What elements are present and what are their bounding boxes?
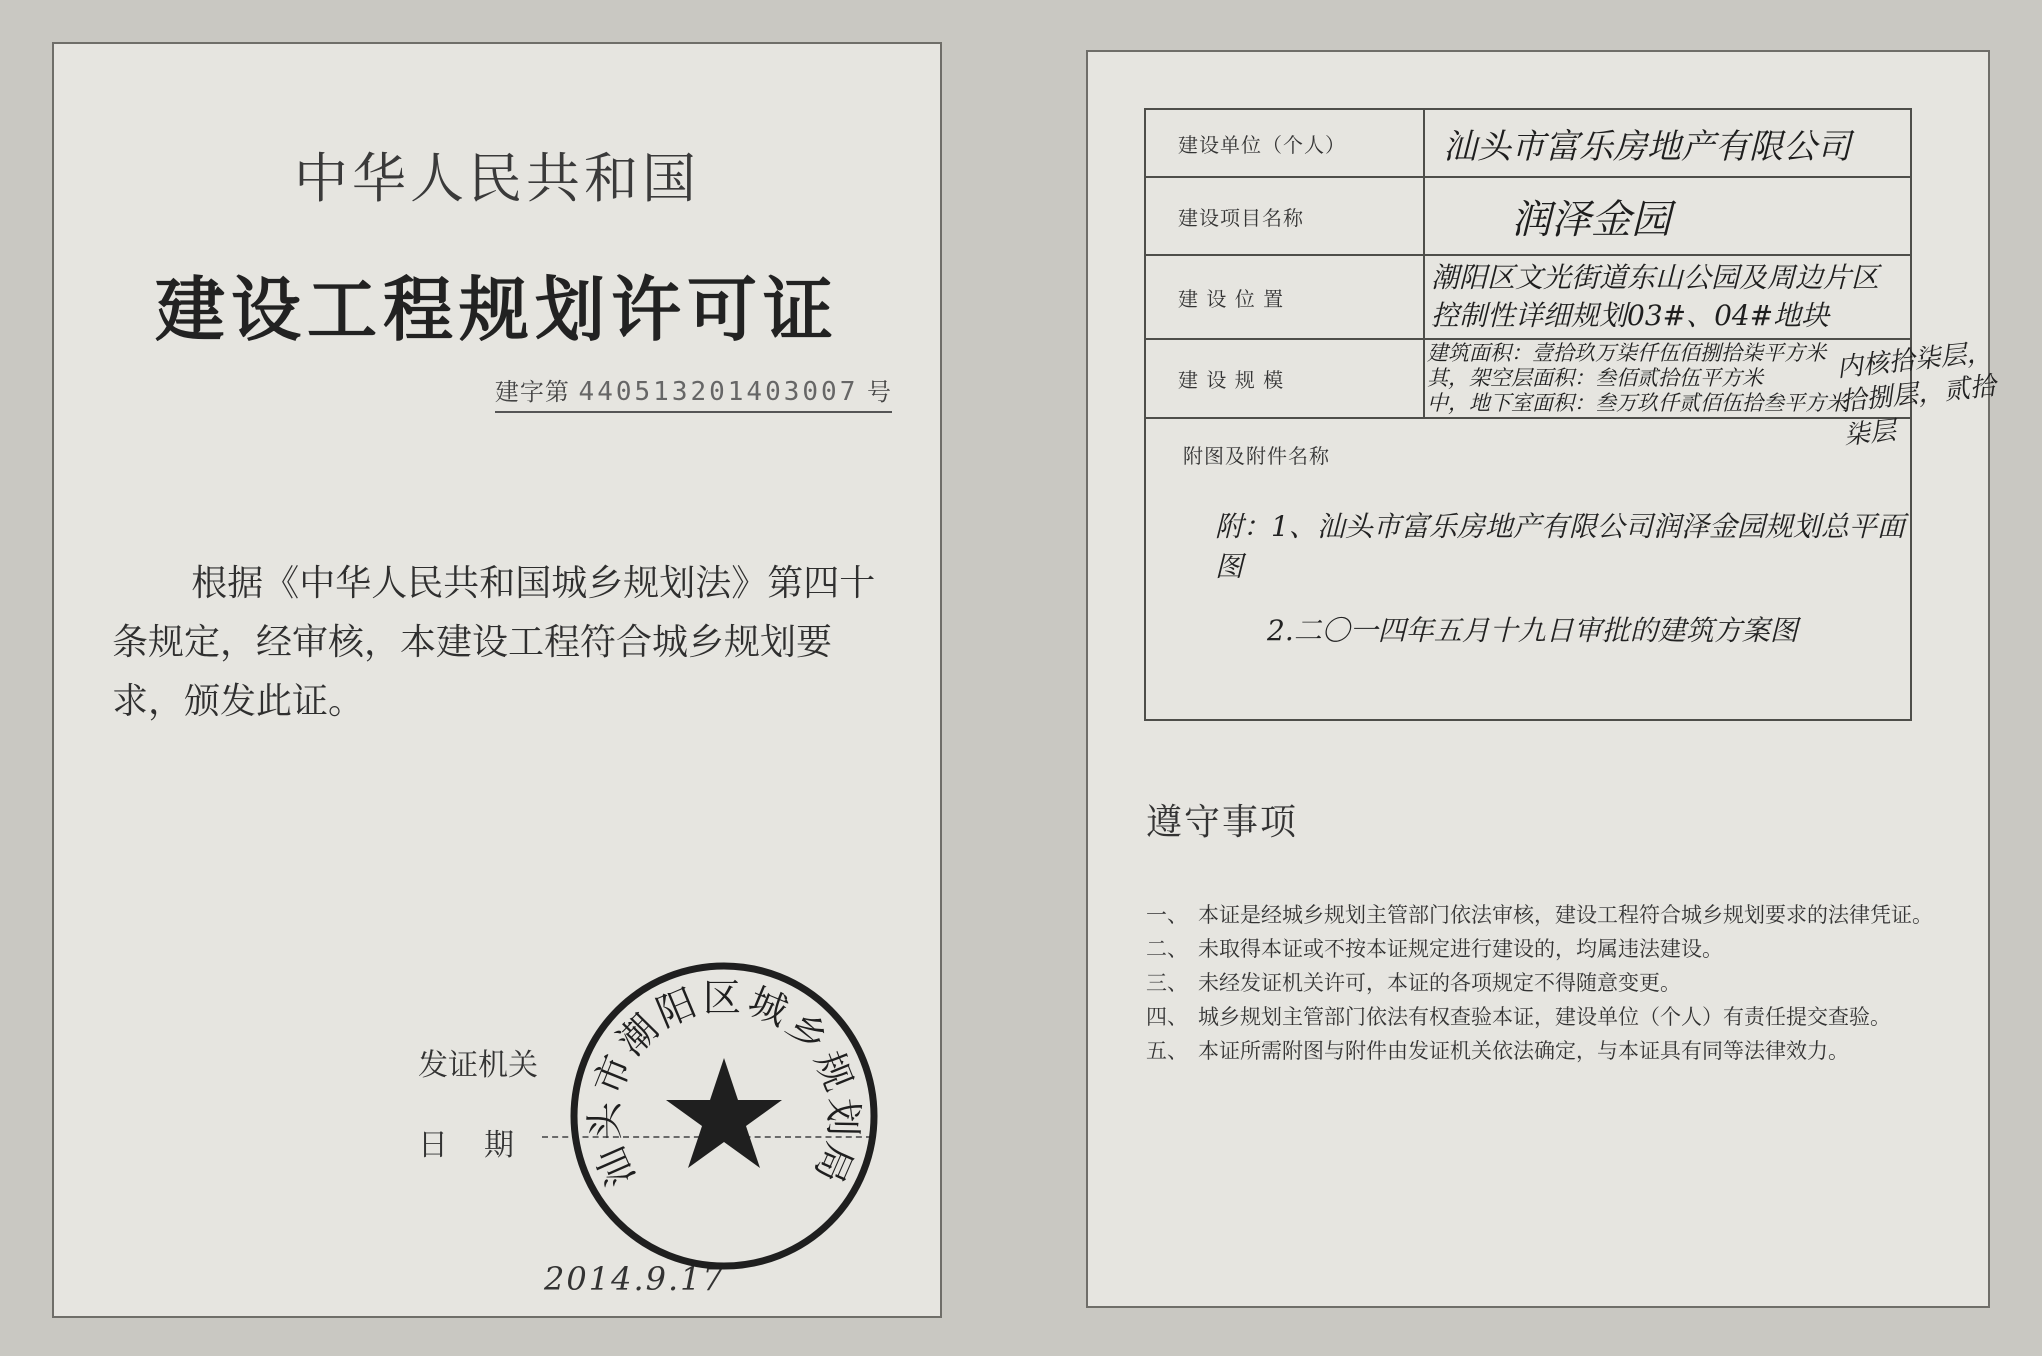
rule-text: 未经发证机关许可，本证的各项规定不得随意变更。: [1198, 971, 1681, 995]
list-item: [1146, 932, 1958, 966]
scale-line-2: 其，架空层面积：叁佰贰拾伍平方米: [1427, 366, 1763, 390]
rule-text: 未取得本证或不按本证规定进行建设的，均属违法建设。: [1198, 937, 1723, 961]
permit-number-suffix: 号: [867, 378, 892, 406]
location-line-1: 潮阳区文光街道东山公园及周边片区: [1431, 261, 1880, 294]
attachments-cell: [1145, 418, 1911, 720]
rule-index: 一、: [1146, 903, 1188, 927]
scale-line-3: 中，地下室面积：叁万玖仟贰佰伍拾叁平方米: [1427, 391, 1847, 415]
permit-left-page: [52, 42, 942, 1318]
rule-text: 城乡规划主管部门依法有权查验本证，建设单位（个人）有责任提交查验。: [1198, 1005, 1891, 1029]
table-row: [1145, 109, 1911, 177]
rule-index: 四、: [1146, 1005, 1188, 1029]
issue-date-label: 日 期: [418, 1128, 517, 1163]
rules-title: 遵守事项: [1146, 802, 1299, 843]
svg-text:汕头市潮阳区城乡规划局: 汕头市潮阳区城乡规划局: [582, 976, 866, 1193]
list-item: [1146, 898, 1958, 932]
project-name-label: 建设项目名称: [1145, 177, 1424, 255]
certificate-title: 建设工程规划许可证: [155, 269, 839, 351]
issuing-authority-label: 发证机关: [418, 1048, 538, 1083]
rule-text: 本证所需附图与附件由发证机关依法确定，与本证具有同等法律效力。: [1198, 1039, 1849, 1063]
seal-star-icon: [666, 1058, 782, 1168]
country-name: 中华人民共和国: [294, 147, 700, 210]
attachments-label: 附图及附件名称: [1183, 444, 1330, 468]
attachment-item-1: 附：1、汕头市富乐房地产有限公司润泽金园规划总平面图: [1215, 510, 1905, 583]
rule-index: 五、: [1146, 1039, 1188, 1063]
permit-number-prefix: 建字第: [494, 378, 570, 406]
rule-index: 二、: [1146, 937, 1188, 961]
permit-right-page: [1086, 50, 1998, 1308]
table-row: [1145, 255, 1911, 339]
builder-value: 汕头市富乐房地产有限公司: [1424, 109, 1911, 177]
table-row: [1145, 177, 1911, 255]
location-line-2: 控制性详细规划03#、04#地块: [1431, 299, 1830, 332]
handwritten-margin-note: 内核拾柒层，拾捌层，贰拾柒层: [1835, 337, 1998, 452]
list-item: [1146, 1000, 1958, 1034]
official-seal: [564, 956, 884, 1276]
rule-text: 本证是经城乡规划主管部门依法审核，建设工程符合城乡规划要求的法律凭证。: [1198, 903, 1933, 927]
permit-number: [495, 372, 892, 413]
list-item: [1146, 1034, 1958, 1068]
handwritten-date: 2014.9.17: [544, 1260, 725, 1298]
location-label: 建 设 位 置: [1145, 255, 1424, 339]
list-item: [1146, 966, 1958, 1000]
builder-label: 建设单位（个人）: [1145, 109, 1424, 177]
project-name-value: 润泽金园: [1424, 177, 1911, 255]
certificate-body-text: 根据《中华人民共和国城乡规划法》第四十条规定，经审核，本建设工程符合城乡规划要求，颁发此证。: [112, 563, 876, 722]
scale-line-1: 建筑面积：壹拾玖万柒仟伍佰捌拾柒平方米: [1427, 341, 1826, 365]
table-row: [1145, 339, 1911, 418]
rules-list: [1146, 898, 1958, 1068]
table-row: [1145, 418, 1911, 720]
permit-number-value: 440513201403007: [578, 377, 859, 407]
attachment-item-2: 2.二〇一四年五月十九日审批的建筑方案图: [1267, 614, 1798, 647]
project-info-table: [1144, 108, 1912, 721]
scale-label: 建 设 规 模: [1145, 339, 1424, 418]
location-value: [1424, 255, 1911, 339]
rule-index: 三、: [1146, 971, 1188, 995]
